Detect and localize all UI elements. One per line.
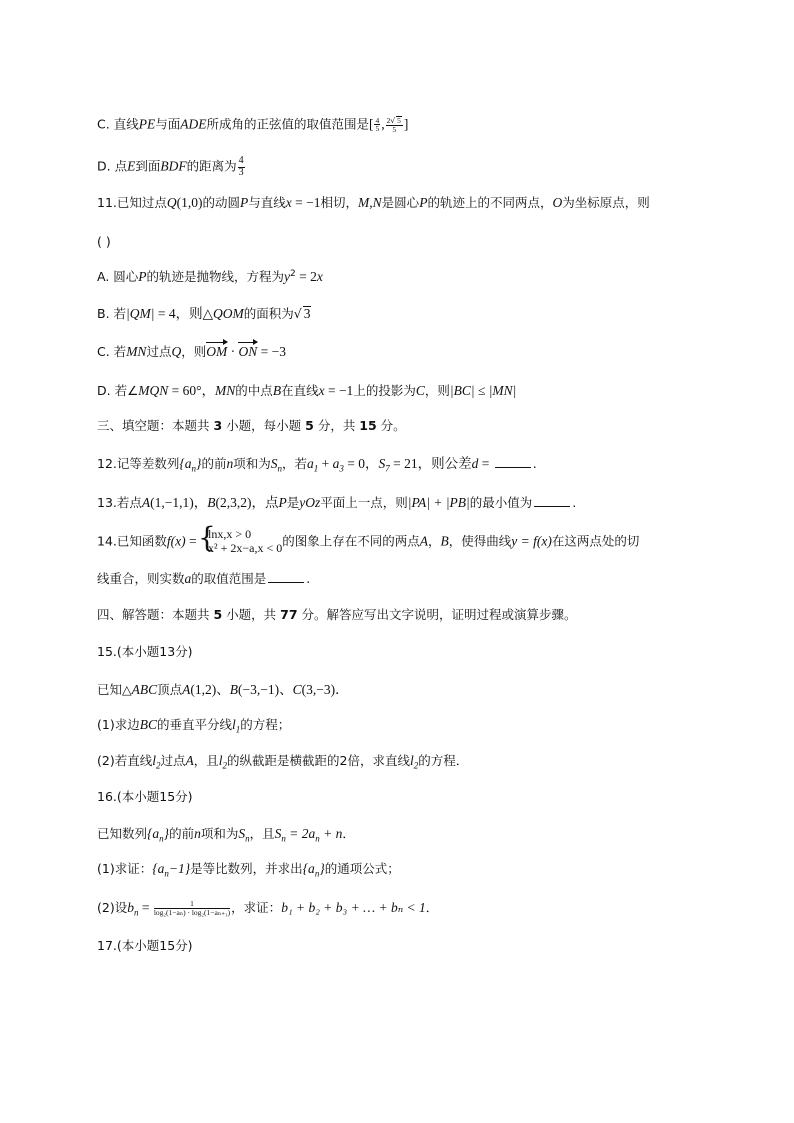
q16-part-2: (2)设$b_n$ = $\frac{1}{\text{log₂(1−aₙ) · log₂(1−aₙ₊₁)}}$ ，求证：b₁ + b₂ + b₃ + … + bₙ < 1．	[97, 899, 439, 918]
answer-blank[interactable]	[495, 467, 531, 468]
q16-stem: 已知数列$\{a_n\}$的前n项和为$S_n$，且$S_n = 2a_n + n$．	[97, 826, 355, 844]
answer-blank[interactable]	[534, 506, 570, 507]
fraction-4-5: $\frac{4}{5}$	[375, 115, 380, 134]
q11-option-b: B. 若|QM| = 4，则△QOM的面积为√ 3	[97, 306, 311, 321]
vector-om: OM	[206, 344, 228, 359]
q10-option-c: C. 直线PE与面ADE所成角的正弦值的取值范围是[ $\frac{4}{5}$ , $\frac{2√ 5}{5}$ ]	[97, 115, 409, 134]
q11-option-d: D. 若∠MQN = 60°，MN的中点B在直线x = −1上的投影为C，则|BC| ≤ |MN|	[97, 383, 517, 398]
q12: 12.记等差数列$\{a_n\}$的前n项和为$S_n$，若$a_1 + a_3 = 0$，$S_7 = 21$，则公差d = .	[97, 456, 537, 474]
q11-option-a: A. 圆心P的轨迹是抛物线，方程为$y^2 = 2x$	[97, 269, 323, 285]
q13: 13.若点A(1,−1,1)，B(2,3,2)，点P是yOz平面上一点，则|PA| + |PB|的最小值为 .	[97, 495, 577, 510]
vector-on: ON	[238, 344, 258, 359]
section-3-heading: 三、填空题：本题共 3 小题，每小题 5 分，共 15 分。	[97, 418, 406, 433]
fraction-bn: $\frac{1}{\text{log₂(1−aₙ) · log₂(1−aₙ₊₁)}}$	[153, 899, 231, 917]
q11-option-c: C. 若MN过点Q，则OM · ON = −3	[97, 344, 286, 359]
q15-stem: 已知△ABC顶点A(1,2)、B(−3,−1)、C(3,−3)．	[97, 682, 349, 697]
q16-heading: 16.(本小题15分)	[97, 789, 193, 804]
fraction-4-3: $\frac{4}{3}$	[238, 155, 244, 178]
piecewise-function: { lnx,x > 0 x² + 2x−a,x < 0	[198, 521, 283, 555]
q10-option-d: D. 点E到面BDF的距离为 $\frac{4}{3}$	[97, 155, 244, 178]
q11-answer-paren: ( )	[97, 234, 111, 249]
q16-part-1: (1)求证：$\{a_n-1\}$是等比数列，并求出$\{a_n\}$的通项公式；	[97, 861, 400, 879]
q15-part-2: (2)若直线$l_2$过点A，且$l_2$的纵截距是横截距的2倍，求直线$l_2$的方程．	[97, 753, 469, 771]
q14-line-2: 线重合，则实数a的取值范围是 .	[97, 571, 311, 586]
q14-line-1: 14.已知函数f(x) = { lnx,x > 0 x² + 2x−a,x < 0 的图象上存在不同的两点A，B，使得曲线y = f(x)在这两点处的切	[97, 521, 640, 555]
q15-heading: 15.(本小题13分)	[97, 644, 193, 659]
fraction-2sqrt5-5: $\frac{2√ 5}{5}$	[386, 116, 401, 134]
q15-part-1: (1)求边BC的垂直平分线$l_1$的方程；	[97, 717, 291, 735]
q11-stem: 11.已知过点Q(1,0)的动圆P与直线x = −1相切，M,N是圆心P的轨迹上的不同两点，O为坐标原点，则	[97, 195, 650, 210]
answer-blank[interactable]	[268, 582, 304, 583]
section-4-heading: 四、解答题：本题共 5 小题，共 77 分。解答应写出文字说明，证明过程或演算步骤。	[97, 607, 577, 622]
q17-heading: 17.(本小题15分)	[97, 938, 193, 953]
